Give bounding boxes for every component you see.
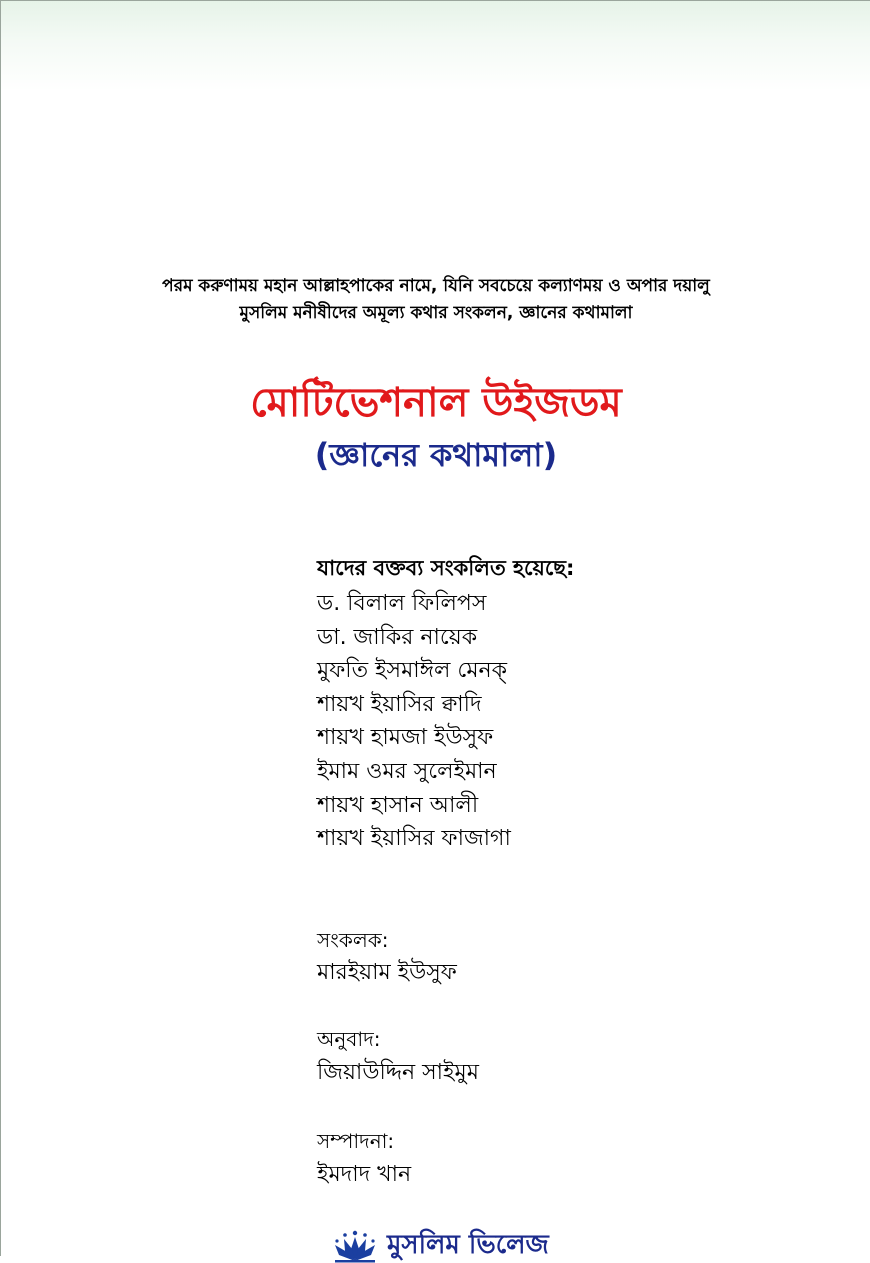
book-title: মোটিভেশনাল উইজডম xyxy=(250,380,622,426)
speaker-name: ডা. জাকির নায়েক xyxy=(317,624,478,650)
editor-name: ইমদাদ খান xyxy=(317,1162,412,1187)
publisher xyxy=(331,1227,549,1263)
lotus-sunburst-icon xyxy=(331,1227,379,1263)
speaker-name: শায়খ ইয়াসির ফাজাগা xyxy=(317,826,511,852)
compiler-label: সংকলক: xyxy=(317,928,389,952)
translator-label: অনুবাদ: xyxy=(317,1027,381,1051)
bismillah-line: পরম করুণাময় মহান আল্লাহপাকের নামে, যিনি সবচেয়ে কল্যাণময় ও অপার দয়ালু xyxy=(162,276,710,296)
speakers-heading: যাদের বক্তব্য সংকলিত হয়েছে: xyxy=(317,556,575,580)
tagline: মুসলিম মনীষীদের অমূল্য কথার সংকলন, জ্ঞানের কথামালা xyxy=(239,303,633,323)
translator-name: জিয়াউদ্দিন সাইমুম xyxy=(317,1060,479,1085)
speaker-name: ইমাম ওমর সুলেইমান xyxy=(317,758,497,784)
publisher-name: মুসলিম ভিলেজ xyxy=(387,1230,549,1260)
compiler-name: মারইয়াম ইউসুফ xyxy=(317,960,457,985)
editor-label: সম্পাদনা: xyxy=(317,1129,395,1153)
book-subtitle: (জ্ঞানের কথামালা) xyxy=(314,436,558,474)
speaker-name: শায়খ হামজা ইউসুফ xyxy=(317,725,494,751)
speaker-name: শায়খ হাসান আলী xyxy=(317,792,479,818)
speaker-name: ড. বিলাল ফিলিপস xyxy=(317,591,487,616)
speakers-list xyxy=(317,587,511,856)
speaker-name: মুফতি ইসমাঈল মেনক্ xyxy=(317,658,508,684)
speaker-name: শায়খ ইয়াসির ক্বাদি xyxy=(317,691,482,717)
